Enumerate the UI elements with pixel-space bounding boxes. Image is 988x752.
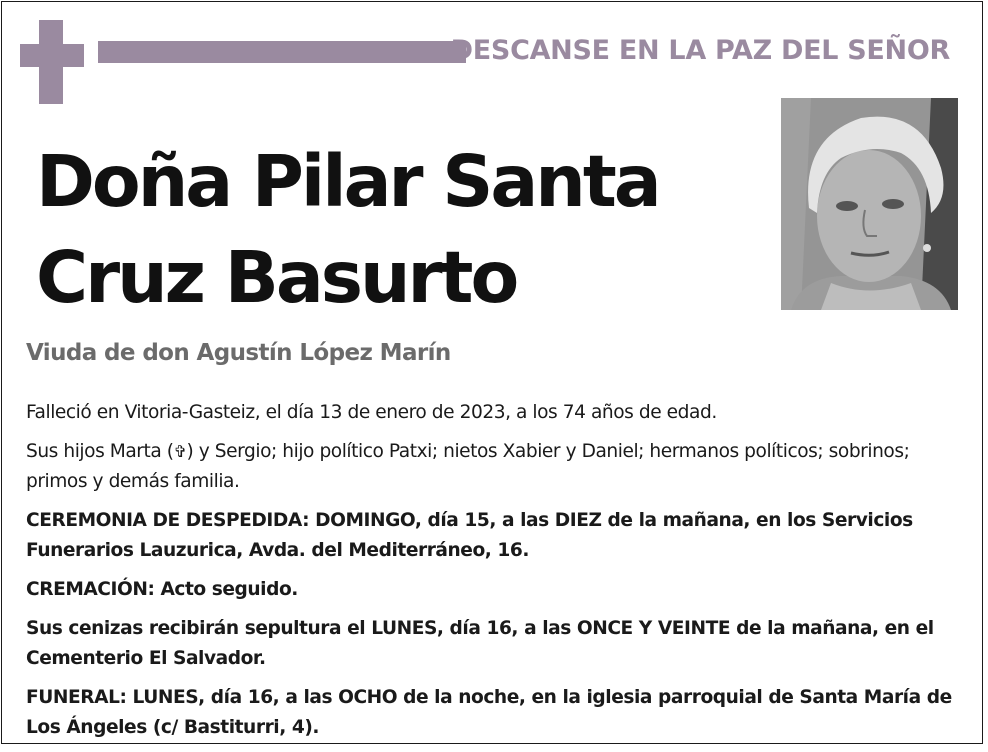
deceased-name-line1: Doña Pilar Santa [36,140,659,223]
header-divider-bar [98,41,466,63]
obituary-body [26,398,956,752]
cross-icon [20,20,84,104]
family-notice [26,437,956,497]
cremation-notice: CREMACIÓN: Acto seguido. [26,579,298,600]
funeral-notice: FUNERAL: LUNES, día 16, a las OCHO de la noche, en la iglesia parroquial de Santa María de Los Ángeles (c/ Bastiturri, 4). [26,687,952,738]
ceremony-notice: CEREMONIA DE DESPEDIDA: DOMINGO, día 15, a las DIEZ de la mañana, en los Servicios Funerarios Lauzurica, Avda. del Mediterráneo, 16. [26,510,913,561]
header-title: DESCANSE EN LA PAZ DEL SEÑOR [450,35,950,66]
obituary-card [1,1,983,744]
widow-subtitle: Viuda de don Agustín López Marín [26,340,451,366]
portrait-photo [781,98,958,310]
deceased-name [36,134,756,326]
latin-cross-icon: ✞ [173,442,187,461]
family-text-part1: Sus hijos Marta ( [26,441,174,462]
death-notice: Falleció en Vitoria-Gasteiz, el día 13 de enero de 2023, a los 74 años de edad. [26,402,717,423]
family-text-part2: ) y Sergio; hijo político Patxi; nietos Xabier y Daniel; hermanos políticos; sobrinos; primos y demás familia. [26,441,910,492]
deceased-name-line2: Cruz Basurto [36,236,517,319]
burial-notice: Sus cenizas recibirán sepultura el LUNES, día 16, a las ONCE Y VEINTE de la mañana, en el Cementerio El Salvador. [26,618,934,669]
